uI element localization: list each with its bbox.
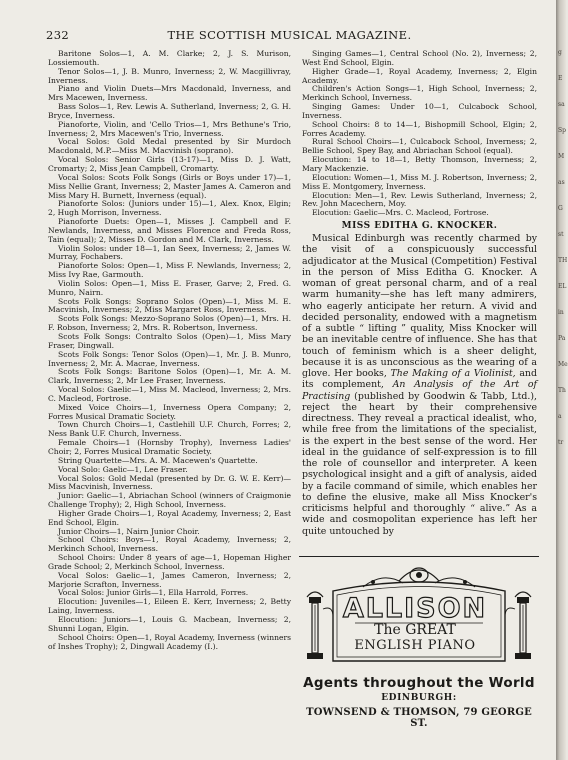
result-entry: Junior Choirs—1, Nairn Junior Choir. bbox=[58, 526, 200, 536]
article-text: and its complement, bbox=[302, 368, 537, 391]
result-entry: Baritone Solos—1, A. M. Clarke; 2, J. S. Murison, Lossiemouth. bbox=[48, 49, 291, 67]
result-entry: Vocal Solos: Gaelic—1, James Cameron, Inverness; 2, Marjorie Scrafton, Inverness. bbox=[48, 570, 291, 589]
result-entry: Vocal Solos: Junior Girls—1, Ella Harrold, Forres. bbox=[58, 588, 249, 598]
result-entry: Singing Games—1, Central School (No. 2), Inverness; 2, West End School, Elgin. bbox=[302, 49, 537, 67]
result-entry: Pianoforte Solos: Open—1, Miss F. Newlands, Inverness; 2, Miss Ivy Rae, Garmouth. bbox=[48, 261, 291, 280]
result-entry: Scots Folk Songs: Soprano Solos (Open)—1, Miss M. E. Macvinish, Inverness; 2, Miss Margaret Ross, Inverness. bbox=[48, 296, 291, 315]
edge-fragment: in bbox=[558, 309, 564, 316]
edge-fragment: EL bbox=[558, 283, 567, 290]
result-entry: Tenor Solos—1, J. B. Munro, Inverness; 2, W. Macgillivray, Inverness. bbox=[48, 66, 291, 85]
result-entry: Elocution: Women—1, Miss M. J. Robertson, Inverness; 2, Miss E. Montgomery, Inverness. bbox=[302, 172, 537, 191]
result-entry: Elocution: Juveniles—1, Eileen E. Kerr, Inverness; 2, Betty Laing, Inverness. bbox=[48, 597, 291, 616]
result-entry: Rural School Choirs—1, Culcabock School, Inverness; 2, Bellie School, Spey Bay, and Abriachan School (equal). bbox=[302, 137, 537, 156]
edge-fragment: Th bbox=[558, 387, 566, 394]
allison-piano-advertisement bbox=[299, 556, 539, 737]
result-entry: Mixed Voice Choirs—1, Inverness Opera Company; 2, Forres Musical Dramatic Society. bbox=[48, 402, 291, 421]
result-entry: Vocal Solos: Scots Folk Songs (Girls or Boys under 17)—1, Miss Nellie Grant, Inverness; 2, Master James A. Cameron and Miss Mary H. Burnett, Inverness (equal). bbox=[48, 172, 291, 200]
result-entry: Vocal Solos: Senior Girls (13-17)—1, Miss D. J. Watt, Cromarty; 2, Miss Jean Campbell, Cromarty. bbox=[48, 155, 291, 173]
result-entry: Vocal Solos: Gaelic—1, Miss M. Macleod, Inverness; 2, Mrs. C. Macleod, Fortrose. bbox=[48, 385, 291, 403]
magazine-title: THE SCOTTISH MUSICAL MAGAZINE. bbox=[167, 28, 412, 42]
result-entry: Children's Action Songs—1, High School, Inverness; 2, Merkinch School, Inverness. bbox=[302, 84, 537, 103]
result-entry: Scots Folk Songs: Tenor Solos (Open)—1, Mr. J. B. Munro, Inverness; 2, Mr. A. Macrae, Inverness. bbox=[48, 349, 291, 368]
edge-fragment: st bbox=[558, 231, 564, 238]
result-entry: Piano and Violin Duets—Mrs Macdonald, Inverness, and Mrs Macewen, Inverness. bbox=[48, 84, 291, 103]
result-entry: Higher Grade Choirs—1, Royal Academy, Inverness; 2, East End School, Elgin. bbox=[48, 508, 291, 527]
article-paragraph bbox=[302, 233, 537, 537]
article-body bbox=[302, 233, 537, 537]
result-entry: Scots Folk Songs: Baritone Solos (Open)—1, Mr. A. M. Clark, Inverness; 2, Mr Lee Fraser, Inverness. bbox=[48, 367, 291, 386]
page-header bbox=[46, 28, 533, 44]
article-text: Musical Edinburgh was recently charmed by the visit of a conspicuously successful adjudicator at the Musical (Competition) Festival in the person of Miss Editha G. Knocker. A woman of great personal charm, and of a real warm humanity—she has left many admirers, who eagerly anticipate her return. A vivid and decided personality, endowed with a magnetism of a subtle “ lifting ” quality, Miss Knocker will be an inevitable centre of influence. She has that touch of feminism which is a sheer delight, because it is as unconscious as the wearing of a glove. Her books, bbox=[302, 233, 537, 380]
result-entry: Pianoforte Solos: (Juniors under 15)—1, Alex. Knox, Elgin; 2, Hugh Morrison, Inverness. bbox=[48, 199, 291, 218]
edge-fragment: a bbox=[558, 413, 562, 420]
result-entry: School Choirs: Under 8 years of age—1, Hopeman Higher Grade School; 2, Merkinch School, Inverness. bbox=[48, 553, 291, 571]
result-entry: School Choirs: Open—1, Royal Academy, Inverness (winners of Inshes Trophy); 2, Dingwall Academy (I.). bbox=[48, 632, 291, 651]
edge-fragment: Sp bbox=[558, 127, 566, 134]
result-entry: Pianoforte, Violin, and 'Cello Trios—1, Mrs Bethune's Trio, Inverness; 2, Mrs Macewen's Trio, Inverness. bbox=[48, 119, 291, 138]
edge-fragment: E bbox=[558, 75, 563, 82]
edge-fragment: Me bbox=[558, 361, 568, 368]
result-entry: Vocal Solos: Gold Medal (presented by Dr. G. W. E. Kerr)—Miss Macvinish, Inverness. bbox=[48, 473, 291, 492]
result-entry: Violin Solos: Open—1, Miss E. Fraser, Garve; 2, Fred. G. Munro, Nairn. bbox=[48, 278, 291, 297]
result-entry: Town Church Choirs—1, Castlehill U.F. Church, Forres; 2, Ness Bank U.F. Church, Inverness. bbox=[48, 420, 291, 439]
result-entry: Scots Folk Songs: Contralto Solos (Open)—1, Miss Mary Fraser, Dingwall. bbox=[48, 332, 291, 350]
result-entry: Pianoforte Duets: Open—1, Misses J. Campbell and F. Newlands, Inverness, and Misses Florence and Freda Ross, Tain (equal); 2, Misses D. Gordon and M. Clark, Inverness. bbox=[48, 217, 291, 244]
book-title: The Making of a Violinist, bbox=[390, 368, 516, 380]
result-entry: String Quartette—Mrs. A. M. Macewen's Quartette. bbox=[58, 455, 258, 465]
result-entry: Elocution: Juniors—1, Louis G. Macbean, Inverness; 2, Shunni Logan, Elgin. bbox=[48, 615, 291, 633]
article-title: MISS EDITHA G. KNOCKER. bbox=[341, 221, 498, 232]
result-entry: Singing Games: Under 10—1, Culcabock School, Inverness. bbox=[302, 102, 537, 120]
result-entry: Scots Folk Songs: Mezzo-Soprano Solos (Open)—1, Mrs. H. F. Robson, Inverness; 2, Mrs. R. Robertson, Inverness. bbox=[48, 314, 291, 333]
result-entry: Junior: Gaelic—1, Abriachan School (winners of Craigmonie Challenge Trophy); 2, High School, Inverness. bbox=[48, 491, 291, 510]
result-entry: Vocal Solos: Gold Medal presented by Sir Murdoch Macdonald, M.P.—Miss M. Macvinish (soprano). bbox=[48, 137, 291, 156]
edge-fragment: Pa bbox=[558, 335, 566, 342]
result-entry: School Choirs: 8 to 14—1, Bishopmill School, Elgin; 2, Forres Academy. bbox=[302, 119, 537, 138]
ad-brand: ALLISON bbox=[342, 593, 488, 624]
edge-fragment: M bbox=[558, 153, 565, 160]
right-column bbox=[302, 50, 537, 548]
result-entry: Bass Solos—1, Rev. Lewis A. Sutherland, Inverness; 2, G. H. Bryce, Inverness. bbox=[48, 102, 291, 120]
result-entry: Vocal Solo: Gaelic—1, Lee Fraser. bbox=[58, 464, 188, 474]
ad-city: EDINBURGH: bbox=[381, 693, 457, 703]
result-entry: Elocution: 14 to 18—1, Betty Thomson, Inverness; 2, Mary Mackenzie. bbox=[302, 155, 537, 173]
edge-fragment: g bbox=[558, 49, 562, 56]
result-entry: School Choirs: Boys—1, Royal Academy, Inverness; 2, Merkinch School, Inverness. bbox=[48, 535, 291, 554]
edge-fragment: tr bbox=[558, 439, 564, 446]
book-title: An Analysis of the Art of Practising bbox=[302, 379, 537, 402]
edge-fragment: TH bbox=[558, 257, 568, 264]
result-entry: Female Choirs—1 (Hornsby Trophy), Inverness Ladies' Choir; 2, Forres Musical Dramatic Society. bbox=[48, 438, 291, 456]
edge-fragment: as bbox=[558, 179, 565, 186]
ad-agents: Agents throughout the World bbox=[303, 675, 535, 691]
result-entry: Elocution: Gaelic—Mrs. C. Macleod, Fortrose. bbox=[312, 208, 489, 218]
result-entry: Higher Grade—1, Royal Academy, Inverness; 2, Elgin Academy. bbox=[302, 66, 537, 85]
edge-fragment: G bbox=[558, 205, 563, 212]
result-entry: Violin Solos: under 18—1, Ian Seex, Inverness; 2, James W. Murray, Fochabers. bbox=[48, 243, 291, 262]
page-number: 232 bbox=[46, 28, 70, 42]
edge-fragment: sa bbox=[558, 101, 565, 108]
result-entry: Elocution: Men—1, Rev. Lewis Sutherland, Inverness; 2, Rev. John Macechern, Moy. bbox=[302, 190, 537, 209]
ad-firm-address: TOWNSEND & THOMSON, 79 GEORGE ST. bbox=[306, 707, 532, 729]
article-text: (published by Goodwin & Tabb, Ltd.), reject the heart by their comprehensive directness. They reveal a practical idealist, who, while free from the limitations of the specialist, is the expert in the best sense of the word. Her ideal in the guidance of self-expression is to fill the role of counsellor and interpreter. A keen psychological insight and a gift of analysis, aided by a facile command of simile, which enables her to define the elusive, make all Miss Knocker's criticisms helpful and thoroughly “ alive.” As a wide and cosmopolitan experience has left her quite untouched by bbox=[302, 390, 538, 537]
left-column bbox=[48, 50, 291, 750]
next-page-text-fragments bbox=[558, 40, 566, 456]
ad-tagline: The GREAT bbox=[374, 622, 456, 638]
ad-tagline: ENGLISH PIANO bbox=[354, 638, 476, 653]
